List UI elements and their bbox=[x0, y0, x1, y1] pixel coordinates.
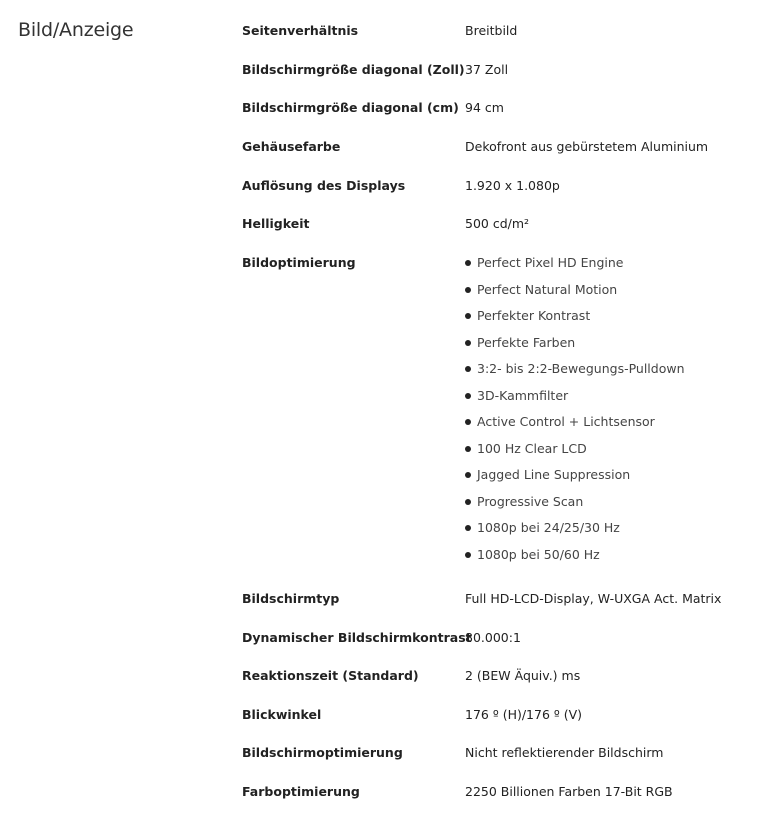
spec-label: Auflösung des Displays bbox=[242, 178, 406, 193]
spec-label: Bildschirmgröße diagonal (cm) bbox=[242, 100, 459, 115]
list-item: Jagged Line Suppression bbox=[465, 467, 685, 494]
bullet-icon bbox=[465, 260, 471, 266]
spec-label: Seitenverhältnis bbox=[242, 23, 359, 38]
bullet-icon bbox=[465, 366, 471, 372]
bullet-icon bbox=[465, 393, 471, 399]
spec-value: 80.000:1 bbox=[465, 630, 521, 645]
spec-value: 2250 Billionen Farben 17-Bit RGB bbox=[465, 784, 673, 799]
spec-label: Bildschirmoptimierung bbox=[242, 745, 403, 760]
list-item: Active Control + Lichtsensor bbox=[465, 414, 685, 441]
spec-label: Bildoptimierung bbox=[242, 255, 356, 270]
list-item: Perfekte Farben bbox=[465, 335, 685, 362]
bullet-icon bbox=[465, 552, 471, 558]
spec-value: Nicht reflektierender Bildschirm bbox=[465, 745, 664, 760]
list-item: Progressive Scan bbox=[465, 494, 685, 521]
spec-value: 500 cd/m² bbox=[465, 216, 530, 231]
bullet-icon bbox=[465, 419, 471, 425]
bullet-icon bbox=[465, 525, 471, 531]
spec-value: Full HD-LCD-Display, W-UXGA Act. Matrix bbox=[465, 591, 722, 606]
list-item: Perfect Pixel HD Engine bbox=[465, 255, 685, 282]
section-title: Bild/Anzeige bbox=[18, 19, 134, 41]
bullet-icon bbox=[465, 313, 471, 319]
spec-value: 37 Zoll bbox=[465, 62, 509, 77]
spec-value: Breitbild bbox=[465, 23, 518, 38]
list-item: Perfect Natural Motion bbox=[465, 282, 685, 309]
list-item: 1080p bei 50/60 Hz bbox=[465, 547, 685, 574]
list-item: 1080p bei 24/25/30 Hz bbox=[465, 520, 685, 547]
spec-label: Bildschirmgröße diagonal (Zoll) bbox=[242, 62, 465, 77]
spec-value: 1.920 x 1.080p bbox=[465, 178, 560, 193]
spec-label: Blickwinkel bbox=[242, 707, 322, 722]
spec-label: Dynamischer Bildschirmkontrast bbox=[242, 630, 472, 645]
bullet-icon bbox=[465, 472, 471, 478]
list-item: Perfekter Kontrast bbox=[465, 308, 685, 335]
bullet-icon bbox=[465, 446, 471, 452]
list-item: 100 Hz Clear LCD bbox=[465, 441, 685, 468]
spec-label: Bildschirmtyp bbox=[242, 591, 340, 606]
spec-label: Farboptimierung bbox=[242, 784, 360, 799]
list-item: 3D-Kammfilter bbox=[465, 388, 685, 415]
list-item: 3:2- bis 2:2-Bewegungs-Pulldown bbox=[465, 361, 685, 388]
spec-label: Reaktionszeit (Standard) bbox=[242, 668, 419, 683]
spec-value: Dekofront aus gebürstetem Aluminium bbox=[465, 139, 709, 154]
spec-value: 94 cm bbox=[465, 100, 504, 115]
spec-value: 176 º (H)/176 º (V) bbox=[465, 707, 583, 722]
bullet-icon bbox=[465, 340, 471, 346]
bullet-icon bbox=[465, 287, 471, 293]
bullet-icon bbox=[465, 499, 471, 505]
spec-value: 2 (BEW Äquiv.) ms bbox=[465, 668, 581, 683]
bildoptimierung-list bbox=[465, 255, 685, 573]
spec-label: Helligkeit bbox=[242, 216, 310, 231]
spec-label: Gehäusefarbe bbox=[242, 139, 341, 154]
